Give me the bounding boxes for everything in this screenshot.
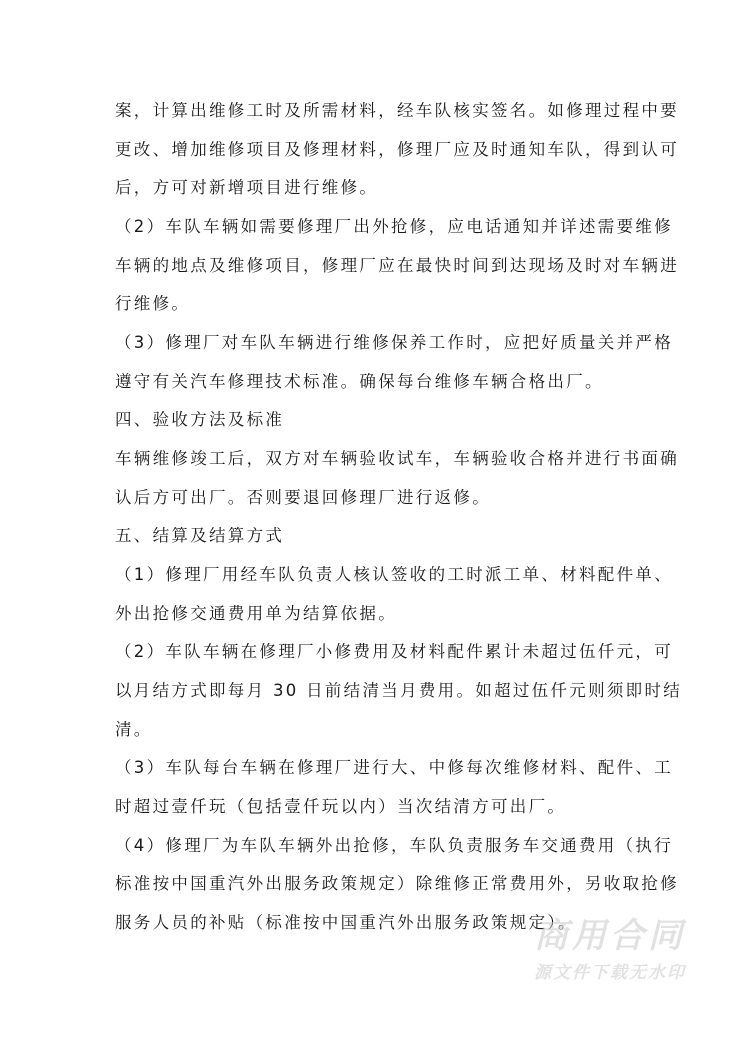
text-line: （3）修理厂对车队车辆进行维修保养工作时，应把好质量关并严格 — [115, 333, 673, 352]
text-line: （4）修理厂为车队车辆外出抢修，车队负责服务车交通费用（执行 — [115, 836, 673, 855]
text-line: 服务人员的补贴（标准按中国重汽外出服务政策规定）。 — [115, 913, 577, 932]
text-line: 外出抢修交通费用单为结算依据。 — [115, 604, 397, 623]
text-line: （1）修理厂用经车队负责人核认签收的工时派工单、材料配件单、 — [115, 565, 673, 584]
text-line: （2）车队车辆如需要修理厂出外抢修，应电话通知并详述需要维修 — [115, 217, 673, 236]
text-line: 标准按中国重汽外出服务政策规定）除维修正常费用外，另收取抢修 — [115, 874, 679, 893]
text-line: 时超过壹仟玩（包括壹仟玩以内）当次结清方可出厂。 — [115, 797, 567, 816]
watermark-sub: 源文件下载无水印 — [534, 963, 686, 983]
section-heading: 五、结算及结算方式 — [115, 526, 285, 545]
text-line: 车辆维修竣工后，双方对车辆验收试车，车辆验收合格并进行书面确 — [115, 449, 679, 468]
text-line: 以月结方式即每月 30 日前结清当月费用。如超过伍仟元则须即时结 — [115, 681, 683, 700]
text-line: 案，计算出维修工时及所需材料，经车队核实签名。如修理过程中要 — [115, 101, 679, 120]
text-line: 遵守有关汽车修理技术标准。确保每台维修车辆合格出厂。 — [115, 372, 604, 391]
text-line: 行维修。 — [115, 294, 191, 313]
text-line: （2）车队车辆在修理厂小修费用及材料配件累计未超过伍仟元，可 — [115, 642, 673, 661]
text-line: 认后方可出厂。否则要退回修理厂进行返修。 — [115, 488, 491, 507]
watermark-main: 商用合同 — [534, 916, 686, 956]
text-line: 清。 — [115, 720, 153, 739]
text-line: 车辆的地点及维修项目，修理厂应在最快时间到达现场及时对车辆进 — [115, 256, 679, 275]
text-line: 更改、增加维修项目及修理材料，修理厂应及时通知车队，得到认可 — [115, 140, 679, 159]
text-line: （3）车队每台车辆在修理厂进行大、中修每次维修材料、配件、工 — [115, 758, 673, 777]
section-heading: 四、验收方法及标准 — [115, 410, 285, 429]
text-line: 后，方可对新增项目进行维修。 — [115, 178, 379, 197]
